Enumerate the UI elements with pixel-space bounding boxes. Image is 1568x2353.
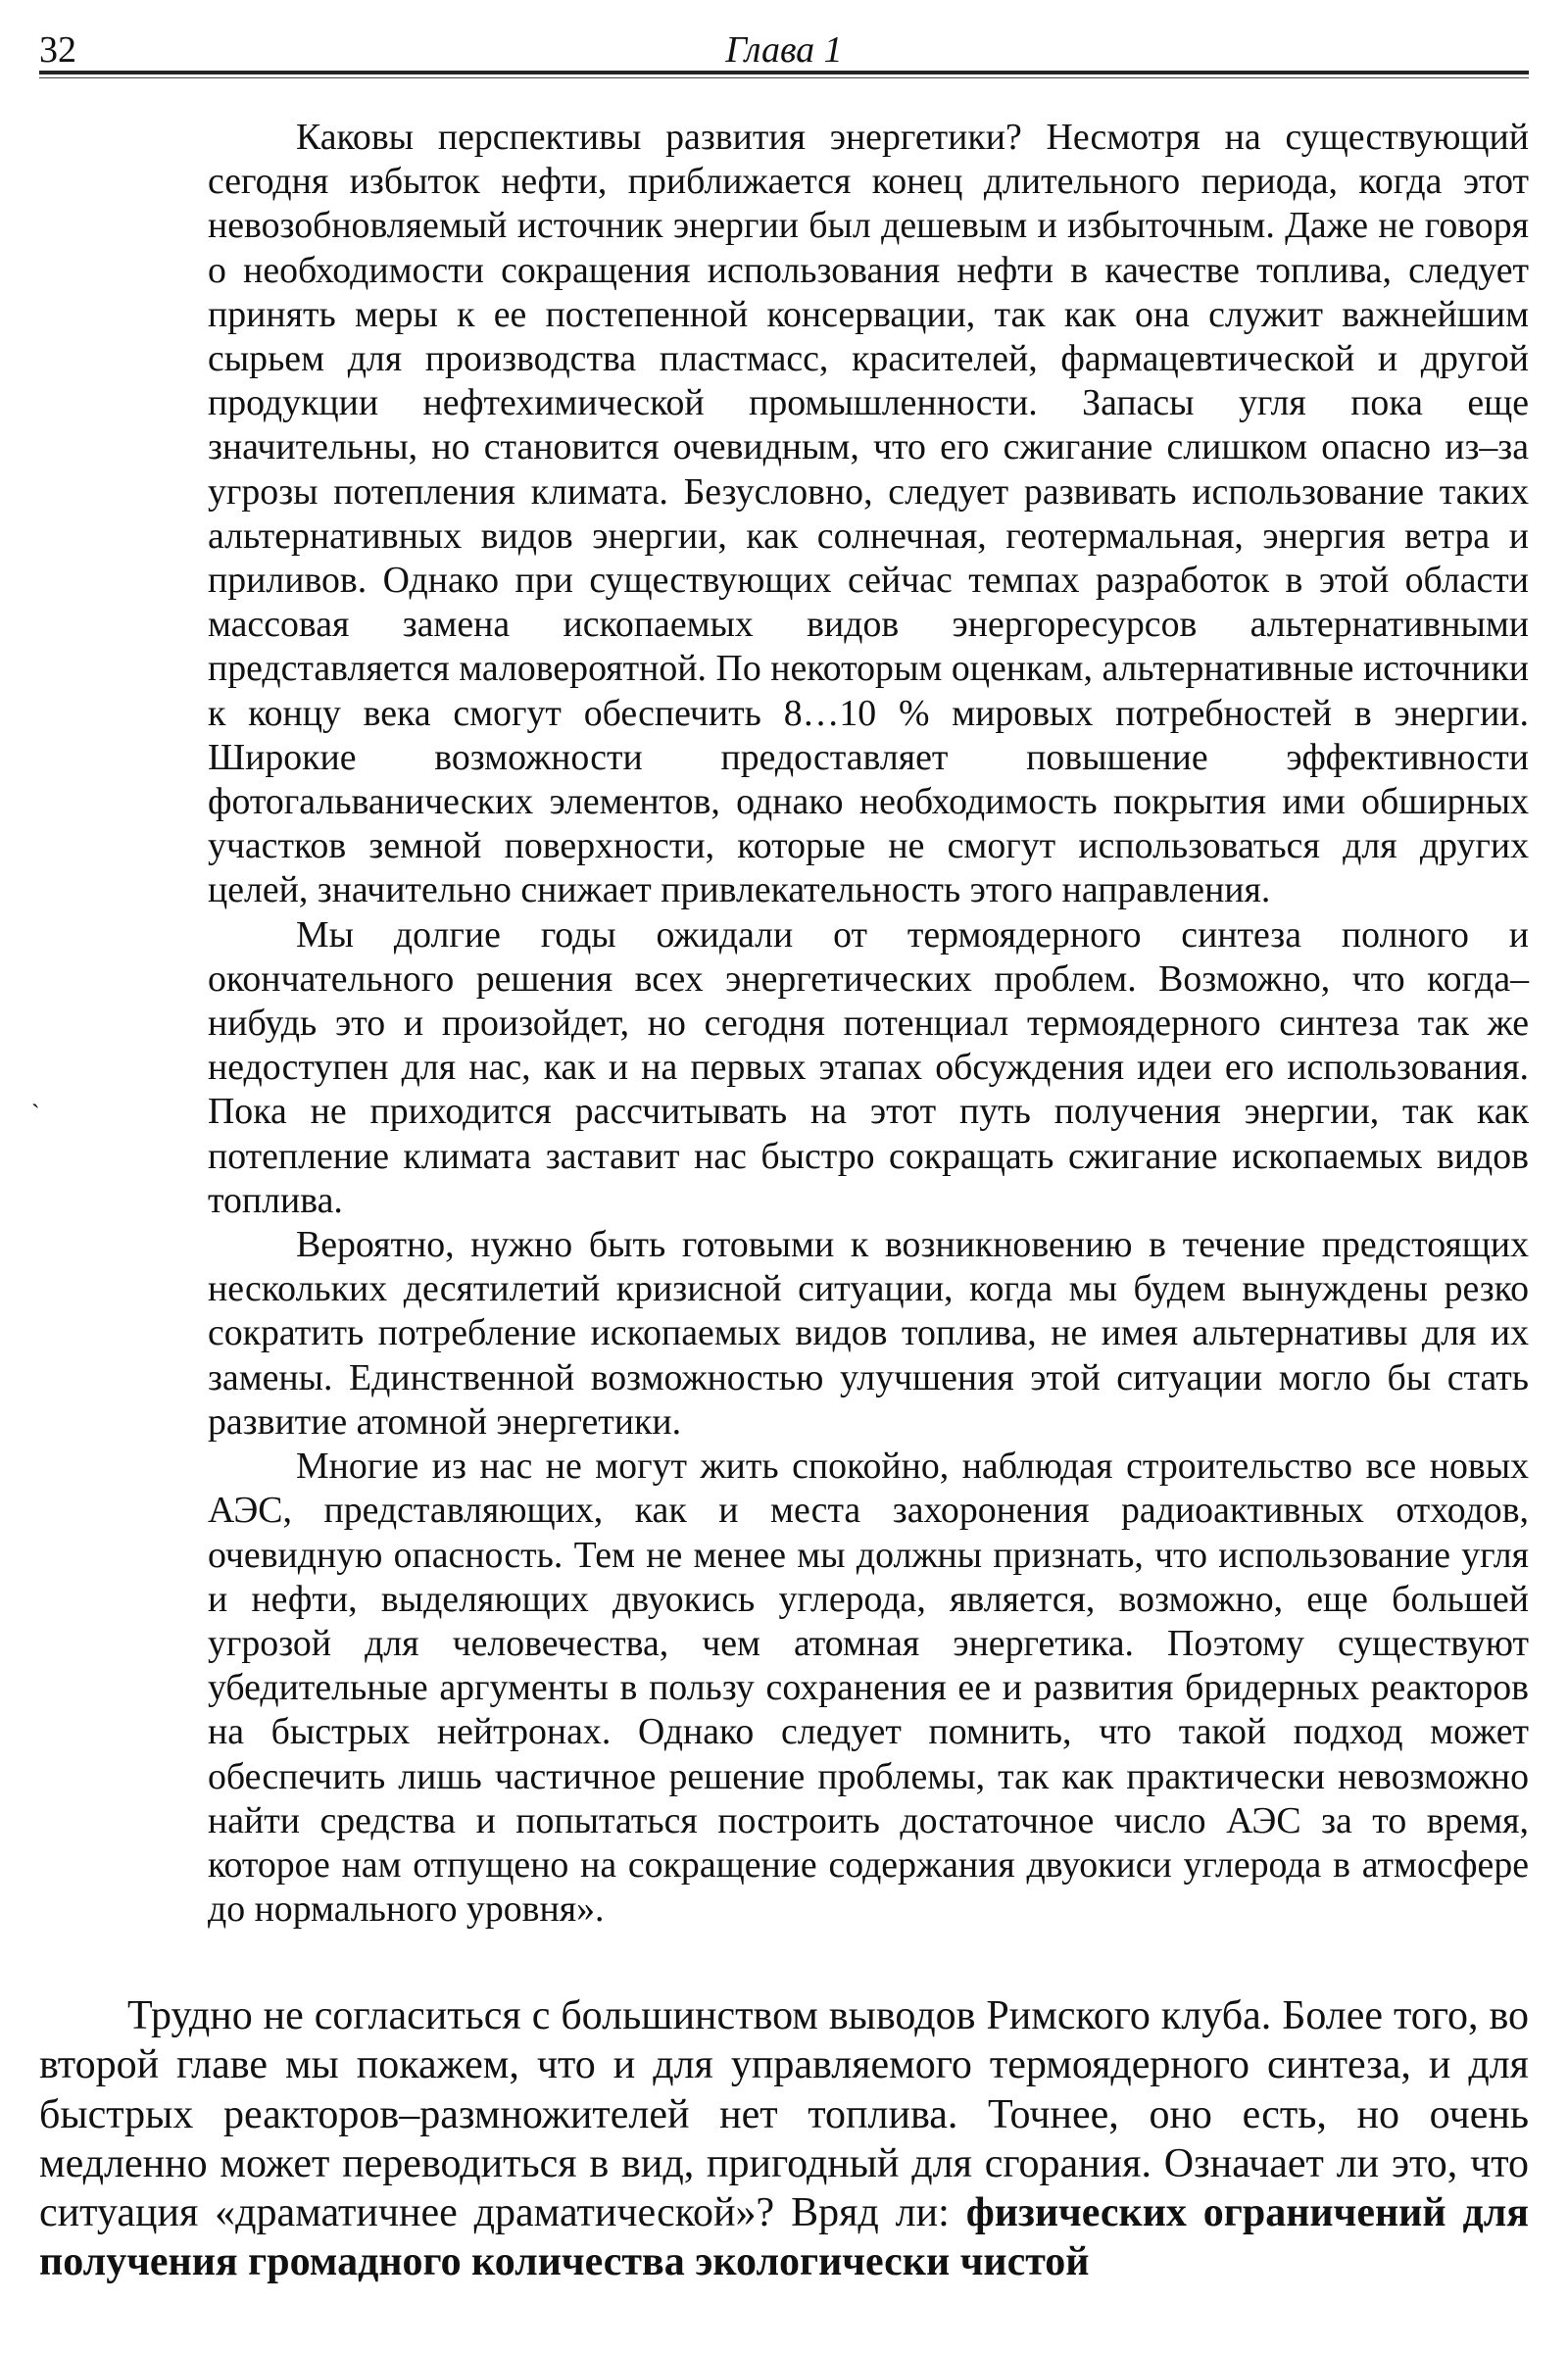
chapter-title: Глава 1 — [725, 29, 843, 71]
margin-mark: ˏ — [31, 1080, 40, 1108]
quote-paragraph-3: Вероятно, нужно быть готовыми к возникновению в течение предстоящих нескольких десятилетий кризисной ситуации, когда мы будем вынуждены резко сократить потребление ископаемых видов топлива, не имея альтернативы для их замены. Единственной возможностью улучшения этой ситуации могло бы стать развитие атомной энергетики. — [208, 1224, 1529, 1443]
main-paragraph-1-plain: Трудно не согласиться с большинством выводов Римского клуба. Более того, во второй главе мы покажем, что и для управляемого термоядерного синтеза, и для быстрых реакторов–размножителей нет топлива. Точнее, оно есть, но очень медленно может переводиться в вид, пригодный для сгорания. Означает ли это, что ситуация «драматичнее драматической»? Вряд ли: — [39, 1993, 1529, 2236]
quote-paragraph-1: Каковы перспективы развития энергетики? Несмотря на существующий сегодня избыток нефти, приближается конец длительного периода, когда этот невозобновляемый источник энергии был дешевым и избыточным. Даже не говоря о необходимости сокращения использования нефти в качестве топлива, следует принять меры к ее постепенной консервации, так как она служит важнейшим сырьем для производства пластмасс, красителей, фармацевтической и другой продукции нефтехимической промышленности. Запасы угля пока еще значительны, но становится очевидным, что его сжигание слишком опасно из–за угрозы потепления климата. Безусловно, следует развивать использование таких альтернативных видов энергии, как солнечная, геотермальная, энергия ветра и приливов. Однако при существующих сейчас темпах разработок в этой области массовая замена ископаемых видов энергоресурсов альтернативными представляется маловероятной. По некоторым оценкам, альтернативные источники к концу века смогут обеспечить 8…10 % мировых потребностей в энергии. Широкие возможности предоставляет повышение эффективности фотогальванических элементов, однако необходимость покрытия ими обширных участков земной поверхности, которые не смогут использоваться для других целей, значительно снижает привлекательность этого направления. — [208, 117, 1529, 911]
quote-paragraph-4: Многие из нас не могут жить спокойно, наблюдая строительство все новых АЭС, представляющих, как и места захоронения радиоактивных отходов, очевидную опасность. Тем не менее мы должны признать, что использование угля и нефти, выделяющих двуокись углерода, является, возможно, еще большей угрозой для человечества, чем атомная энергетика. Поэтому существуют убедительные аргументы в пользу сохранения ее и развития бридерных реакторов на быстрых нейтронах. Однако следует помнить, что такой подход может обеспечить лишь частичное решение проблемы, так как практически невозможно найти средства и попытаться построить достаточное число АЭС за то время, которое нам отпущено на сокращение содержания двуокиси углерода в атмосфере до нормального уровня». — [208, 1446, 1529, 1931]
page-number: 32 — [39, 29, 76, 71]
header-rule-thin — [39, 77, 1529, 78]
quote-paragraph-2: Мы долгие годы ожидали от термоядерного синтеза полного и окончательного решения всех энергетических проблем. Возможно, что когда–нибудь это и произойдет, но сегодня потенциал термоядерного синтеза так же недоступен для нас, как и на первых этапах обсуждения идеи его использования. Пока не приходится рассчитывать на этот путь получения энергии, так как потепление климата заставит нас быстро сокращать сжигание ископаемых видов топлива. — [208, 913, 1529, 1221]
main-paragraph-1 — [39, 1991, 1529, 2287]
main-text — [39, 1991, 1529, 2287]
quoted-passage — [208, 116, 1529, 1932]
main-paragraph-1-bold: физических ограничений для получения громадного количества экологически чистой — [39, 2190, 1529, 2285]
header-rule — [39, 71, 1529, 74]
